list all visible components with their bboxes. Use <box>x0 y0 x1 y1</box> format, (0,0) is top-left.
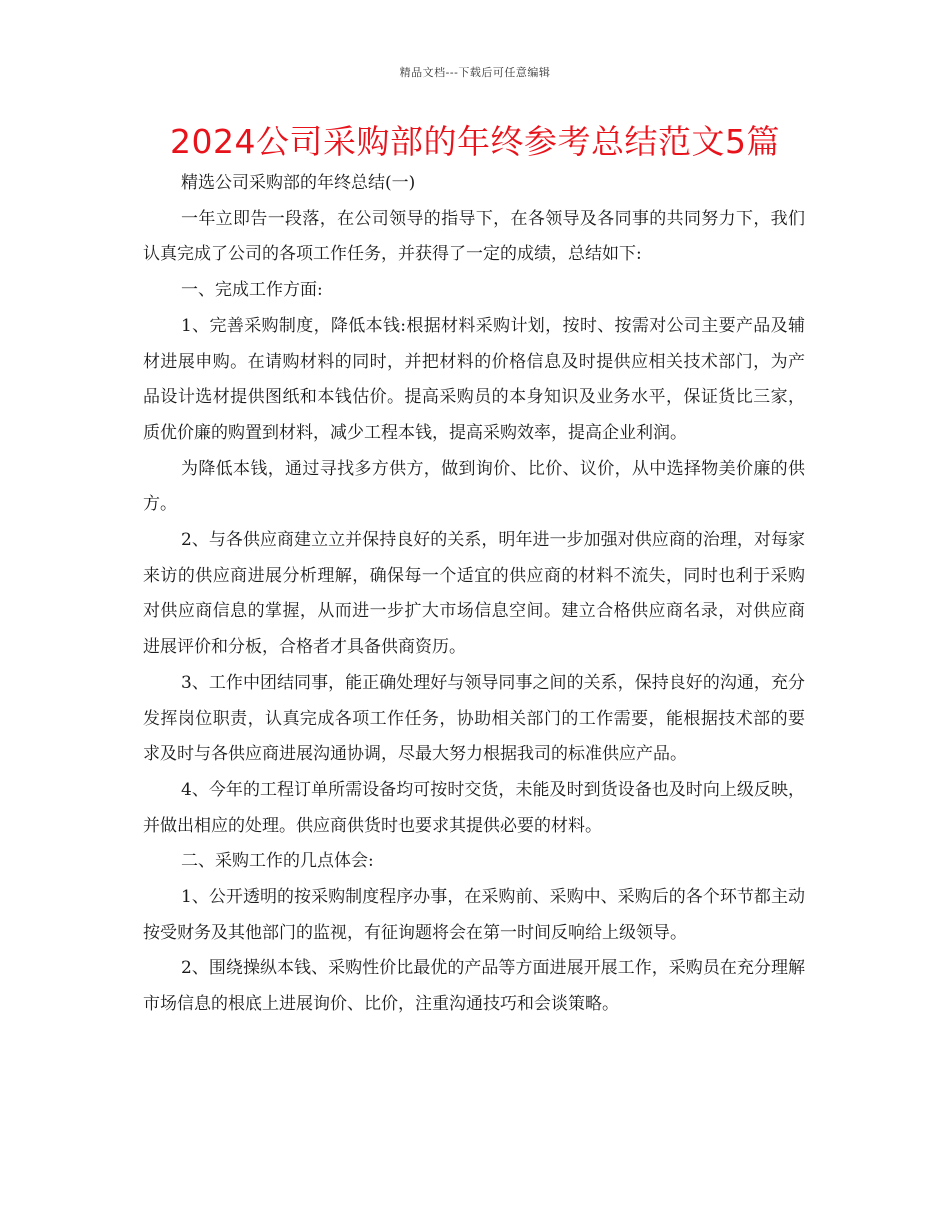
paragraph-experience-1: 1、公开透明的按采购制度程序办事，在采购前、采购中、采购后的各个环节都主动按受财务及其他部门的监视，有征询题将会在第一时间反响给上级领导。 <box>143 887 805 943</box>
paragraph-item-3: 3、工作中团结同事，能正确处理好与领导同事之间的关系，保持良好的沟通，充分发挥岗位职责，认真完成各项工作任务，协助相关部门的工作需要，能根据技术部的要求及时与各供应商进展沟通协调，尽最大努力根据我司的标准供应产品。 <box>143 672 805 765</box>
paragraph-item-1: 1、完善采购制度，降低本钱:根据材料采购计划，按时、按需对公司主要产品及辅材进展申购。在请购材料的同时，并把材料的价格信息及时提供应相关技术部门，为产品设计选材提供图纸和本钱估价。提高采购员的本身知识及业务水平，保证货比三家，质优价廉的购置到材料，减少工程本钱，提高采购效率，提高企业利润。 <box>143 315 805 443</box>
section-heading-1: 精选公司采购部的年终总结(一) <box>181 173 416 193</box>
paragraph-item-2: 2、与各供应商建立立并保持良好的关系，明年进一步加强对供应商的治理，对每家来访的供应商进展分析理解，确保每一个适宜的供应商的材料不流失，同时也利于采购对供应商信息的掌握，从而进一步扩大市场信息空间。建立合格供应商名录，对供应商进展评价和分板，合格者才具备供商资历。 <box>143 530 805 658</box>
subheading-work-completed: 一、完成工作方面: <box>181 280 323 301</box>
document-body <box>143 166 805 1023</box>
paragraph-experience-2: 2、围绕操纵本钱、采购性价比最优的产品等方面进展开展工作，采购员在充分理解市场信息的根底上进展询价、比价，注重沟通技巧和会谈策略。 <box>143 958 805 1015</box>
intro-paragraph: 一年立即告一段落，在公司领导的指导下，在各领导及各同事的共同努力下，我们认真完成了公司的各项工作任务，并获得了一定的成绩，总结如下: <box>143 208 805 265</box>
paragraph-cost-reduction: 为降低本钱，通过寻找多方供方，做到询价、比价、议价，从中选择物美价廉的供方。 <box>143 458 805 515</box>
page-header: 精品文档---下载后可任意编辑 <box>399 66 551 79</box>
subheading-experience: 二、采购工作的几点体会: <box>181 851 374 872</box>
paragraph-item-4: 4、今年的工程订单所需设备均可按时交货，未能及时到货设备也及时向上级反映，并做出相应的处理。供应商供货时也要求其提供必要的材料。 <box>143 779 805 836</box>
document-title: 2024公司采购部的年终参考总结范文5篇 <box>170 122 780 161</box>
